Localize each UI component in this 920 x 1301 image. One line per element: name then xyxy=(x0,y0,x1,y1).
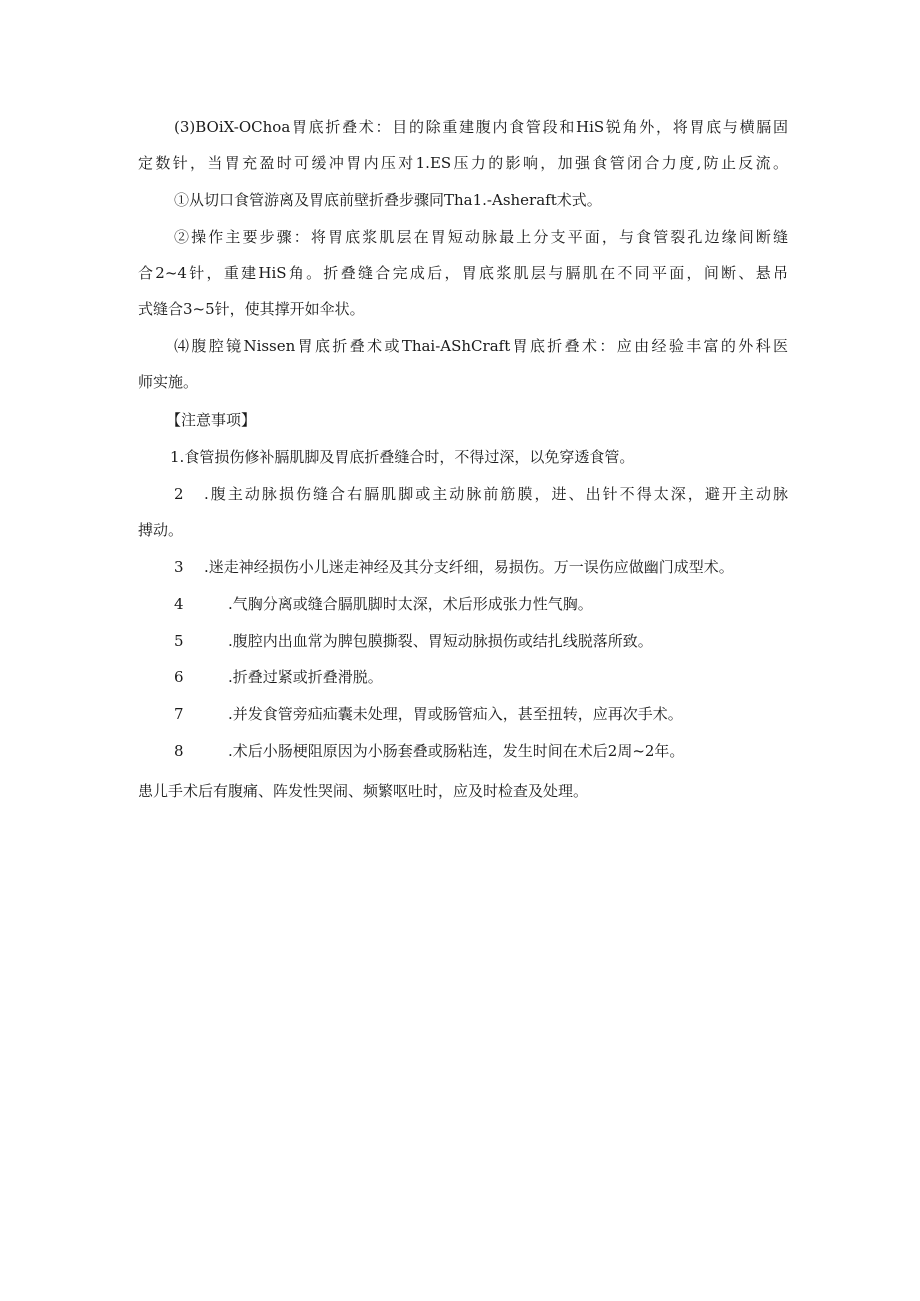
note-text: .折叠过紧或折叠滑脱。 xyxy=(228,668,383,686)
note-item-3 xyxy=(138,557,788,577)
note-text: .术后小肠梗阻原因为小肠套叠或肠粘连，发生时间在术后2周~2年。 xyxy=(228,742,685,760)
note-item-4 xyxy=(138,594,788,614)
p4-line2: 师实施。 xyxy=(138,373,199,391)
note-text: .腹腔内出血常为脾包膜撕裂、胃短动脉损伤或结扎线脱落所致。 xyxy=(228,632,653,650)
p1-line1: (3)BOiX-OChoa胃底折叠术：目的除重建腹内食管段和HiS锐角外，将胃底与横膈固 xyxy=(174,118,788,136)
note-item-2-cont: 搏动。 xyxy=(138,521,184,539)
p3-line2: 合2~4针，重建HiS角。折叠缝合完成后，胃底浆肌层与膈肌在不同平面，间断、悬吊 xyxy=(138,264,788,282)
note-num: 1. xyxy=(170,448,185,466)
notes-heading: 【注意事项】 xyxy=(166,411,257,429)
p2: ①从切口食管游离及胃底前壁折叠步骤同Tha1.-Asheraft术式。 xyxy=(174,191,602,209)
note-num: 4 xyxy=(174,595,184,613)
note-num: 5 xyxy=(174,632,184,650)
note-num: 7 xyxy=(174,705,184,723)
note-item-8 xyxy=(138,741,788,761)
final-note: 患儿手术后有腹痛、阵发性哭闹、频繁呕吐时，应及时检查及处理。 xyxy=(138,782,589,800)
note-item-2 xyxy=(138,484,788,504)
note-item-1 xyxy=(138,447,788,467)
note-text: 食管损伤修补膈肌脚及胃底折叠缝合时，不得过深，以免穿透食管。 xyxy=(184,448,635,466)
note-text: .气胸分离或缝合膈肌脚时太深，术后形成张力性气胸。 xyxy=(228,595,593,613)
p1-line2: 定数针，当胃充盈时可缓冲胃内压对1.ES压力的影响，加强食管闭合力度,防止反流。 xyxy=(138,154,788,172)
note-item-7 xyxy=(138,704,788,724)
note-text: .腹主动脉损伤缝合右膈肌脚或主动脉前筋膜，进、出针不得太深，避开主动脉 xyxy=(204,485,788,503)
note-num: 3 xyxy=(174,558,184,576)
note-item-6 xyxy=(138,667,788,687)
note-text: .并发食管旁疝疝囊未处理，胃或肠管疝入，甚至扭转，应再次手术。 xyxy=(228,705,683,723)
p3-line3: 式缝合3~5针，使其撑开如伞状。 xyxy=(138,300,365,318)
note-text: .迷走神经损伤小儿迷走神经及其分支纤细，易损伤。万一误伤应做幽门成型术。 xyxy=(204,558,734,576)
p4-line1: ⑷腹腔镜Nissen胃底折叠术或Thai-AShCraft胃底折叠术：应由经验丰富的外科医 xyxy=(174,337,788,355)
note-num: 2 xyxy=(174,485,184,503)
note-num: 8 xyxy=(174,742,184,760)
note-num: 6 xyxy=(174,668,184,686)
p3-line1: ②操作主要步骤：将胃底浆肌层在胃短动脉最上分支平面，与食管裂孔边缘间断缝 xyxy=(174,228,788,246)
note-item-5 xyxy=(138,631,788,651)
